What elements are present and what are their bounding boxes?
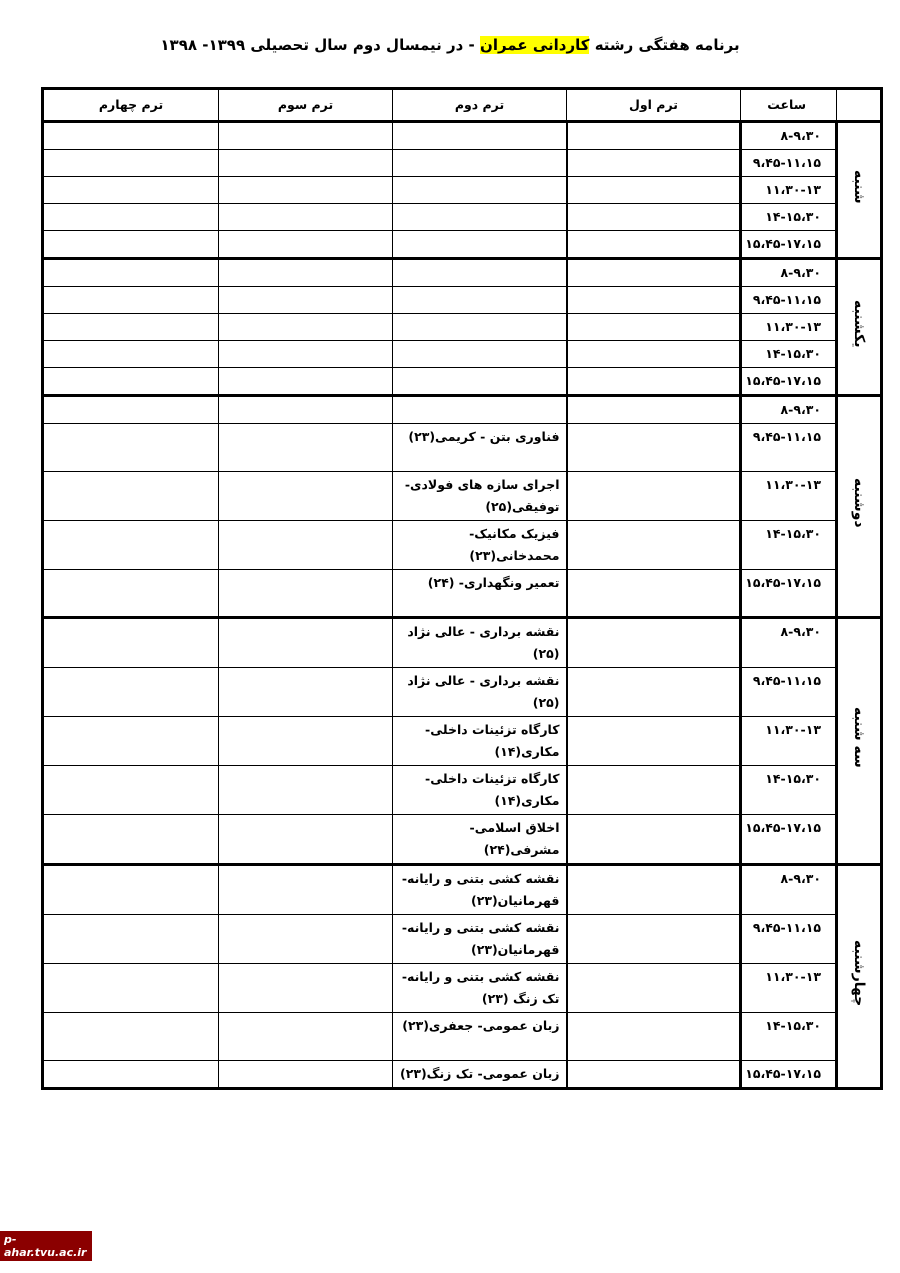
time-cell: ۸-۹،۳۰ [741,259,837,287]
term1-cell [567,396,741,424]
day-name: دوشنبه [851,478,867,528]
term1-cell [567,521,741,570]
term3-cell [219,150,393,177]
time-cell: ۸-۹،۳۰ [741,122,837,150]
term1-cell [567,231,741,259]
term3-cell [219,668,393,717]
term1-cell [567,314,741,341]
time-cell: ۹،۴۵-۱۱،۱۵ [741,915,837,964]
term4-cell [43,717,219,766]
term1-cell [567,287,741,314]
time-cell: ۱۴-۱۵،۳۰ [741,341,837,368]
time-cell: ۱۴-۱۵،۳۰ [741,1013,837,1061]
title-highlight: کاردانی عمران [480,36,590,54]
term3-cell [219,766,393,815]
table-row [43,259,882,287]
term3-cell [219,1013,393,1061]
schedule-body [43,122,882,1089]
term3-cell [219,259,393,287]
time-cell: ۱۵،۴۵-۱۷،۱۵ [741,231,837,259]
term2-cell: نقشه برداری - عالی نژاد (۲۵) [393,618,567,668]
term3-cell [219,964,393,1013]
day-name: سه شنبه [851,707,867,768]
term3-cell [219,341,393,368]
time-cell: ۹،۴۵-۱۱،۱۵ [741,424,837,472]
table-row [43,964,882,1013]
time-cell: ۱۴-۱۵،۳۰ [741,204,837,231]
term1-cell [567,1013,741,1061]
time-cell: ۸-۹،۳۰ [741,618,837,668]
table-row [43,766,882,815]
term1-cell [567,964,741,1013]
term1-cell [567,341,741,368]
table-row [43,618,882,668]
term2-cell: نقشه کشی بتنی و رایانه- قهرمانیان(۲۳) [393,915,567,964]
time-cell: ۹،۴۵-۱۱،۱۵ [741,150,837,177]
term1-cell [567,618,741,668]
term4-cell [43,521,219,570]
term1-cell [567,177,741,204]
term2-cell [393,150,567,177]
term2-cell: فناوری بتن - کریمی(۲۳) [393,424,567,472]
table-row [43,204,882,231]
term4-cell [43,815,219,865]
day-name-cell [837,396,882,618]
time-cell: ۹،۴۵-۱۱،۱۵ [741,668,837,717]
term4-cell [43,396,219,424]
term1-cell [567,668,741,717]
term3-cell [219,472,393,521]
term1-cell [567,1061,741,1089]
term4-cell [43,314,219,341]
term4-cell [43,368,219,396]
table-row [43,287,882,314]
table-row [43,668,882,717]
title-prefix: برنامه هفتگی رشته [589,36,740,54]
term2-cell: زبان عمومی- تک زنگ(۲۳) [393,1061,567,1089]
term1-cell [567,865,741,915]
time-cell: ۸-۹،۳۰ [741,396,837,424]
term4-cell [43,915,219,964]
term4-cell [43,259,219,287]
term2-cell [393,368,567,396]
term3-cell [219,314,393,341]
header-time: ساعت [741,89,837,122]
table-row [43,717,882,766]
term4-cell [43,150,219,177]
footer-url: p-ahar.tvu.ac.ir [0,1231,92,1261]
term2-cell: تعمیر ونگهداری- (۲۴) [393,570,567,618]
table-row [43,396,882,424]
term2-cell [393,204,567,231]
term3-cell [219,177,393,204]
table-row [43,915,882,964]
term2-cell [393,396,567,424]
table-row [43,865,882,915]
term1-cell [567,766,741,815]
term3-cell [219,815,393,865]
term4-cell [43,177,219,204]
term2-cell: نقشه کشی بتنی و رایانه- تک زنگ (۲۳) [393,964,567,1013]
term1-cell [567,815,741,865]
term1-cell [567,424,741,472]
table-row [43,1061,882,1089]
term2-cell [393,122,567,150]
term1-cell [567,150,741,177]
header-term1: ترم اول [567,89,741,122]
time-cell: ۱۱،۳۰-۱۳ [741,314,837,341]
table-row [43,122,882,150]
term1-cell [567,570,741,618]
term2-cell: فیزیک مکانیک- محمدخانی(۲۳) [393,521,567,570]
term1-cell [567,717,741,766]
header-term2: ترم دوم [393,89,567,122]
day-name-cell [837,122,882,259]
page-title [0,36,900,54]
term2-cell [393,231,567,259]
header-term4: ترم چهارم [43,89,219,122]
term3-cell [219,204,393,231]
table-row [43,341,882,368]
time-cell: ۱۵،۴۵-۱۷،۱۵ [741,1061,837,1089]
term4-cell [43,341,219,368]
time-cell: ۱۱،۳۰-۱۳ [741,472,837,521]
time-cell: ۱۵،۴۵-۱۷،۱۵ [741,368,837,396]
term2-cell [393,341,567,368]
term1-cell [567,472,741,521]
term4-cell [43,1061,219,1089]
term3-cell [219,521,393,570]
time-cell: ۱۵،۴۵-۱۷،۱۵ [741,570,837,618]
header-term3: ترم سوم [219,89,393,122]
time-cell: ۱۱،۳۰-۱۳ [741,177,837,204]
time-cell: ۱۱،۳۰-۱۳ [741,964,837,1013]
term3-cell [219,618,393,668]
term3-cell [219,287,393,314]
table-row [43,815,882,865]
time-cell: ۱۵،۴۵-۱۷،۱۵ [741,815,837,865]
table-row [43,424,882,472]
term3-cell [219,570,393,618]
time-cell: ۱۴-۱۵،۳۰ [741,766,837,815]
term2-cell [393,314,567,341]
table-row [43,1013,882,1061]
term2-cell: نقشه کشی بتنی و رایانه- قهرمانیان(۲۳) [393,865,567,915]
time-cell: ۹،۴۵-۱۱،۱۵ [741,287,837,314]
term2-cell [393,177,567,204]
term4-cell [43,618,219,668]
header-row [43,89,882,122]
term4-cell [43,570,219,618]
table-row [43,314,882,341]
term2-cell [393,287,567,314]
term3-cell [219,122,393,150]
term3-cell [219,717,393,766]
term3-cell [219,1061,393,1089]
term3-cell [219,915,393,964]
term4-cell [43,1013,219,1061]
term2-cell: کارگاه تزئینات داخلی- مکاری(۱۴) [393,766,567,815]
term2-cell: نقشه برداری - عالی نژاد (۲۵) [393,668,567,717]
term3-cell [219,231,393,259]
term4-cell [43,231,219,259]
table-row [43,570,882,618]
term1-cell [567,368,741,396]
term1-cell [567,122,741,150]
day-name: شنبه [851,169,867,204]
term3-cell [219,424,393,472]
day-name: یکشنبه [851,299,867,348]
day-name-cell [837,259,882,396]
table-row [43,177,882,204]
term4-cell [43,287,219,314]
table-row [43,521,882,570]
term2-cell: اجرای سازه های فولادی- توفیقی(۲۵) [393,472,567,521]
table-row [43,368,882,396]
term4-cell [43,204,219,231]
time-cell: ۱۱،۳۰-۱۳ [741,717,837,766]
term3-cell [219,368,393,396]
term4-cell [43,472,219,521]
term1-cell [567,915,741,964]
term2-cell: اخلاق اسلامی- مشرفی(۲۴) [393,815,567,865]
title-suffix: - در نیمسال دوم سال تحصیلی ۱۳۹۹- ۱۳۹۸ [160,36,481,54]
table-row [43,231,882,259]
table-row [43,472,882,521]
term1-cell [567,204,741,231]
time-cell: ۱۴-۱۵،۳۰ [741,521,837,570]
term3-cell [219,865,393,915]
header-day [837,89,882,122]
term4-cell [43,122,219,150]
term4-cell [43,424,219,472]
day-name-cell [837,618,882,865]
schedule-table [41,87,883,1090]
table-row [43,150,882,177]
term2-cell [393,259,567,287]
term4-cell [43,668,219,717]
day-name-cell [837,865,882,1089]
time-cell: ۸-۹،۳۰ [741,865,837,915]
term2-cell: کارگاه تزئینات داخلی- مکاری(۱۴) [393,717,567,766]
term4-cell [43,964,219,1013]
term4-cell [43,766,219,815]
term4-cell [43,865,219,915]
term2-cell: زبان عمومی- جعفری(۲۳) [393,1013,567,1061]
term3-cell [219,396,393,424]
term1-cell [567,259,741,287]
day-name: چهارشنبه [851,939,867,1007]
